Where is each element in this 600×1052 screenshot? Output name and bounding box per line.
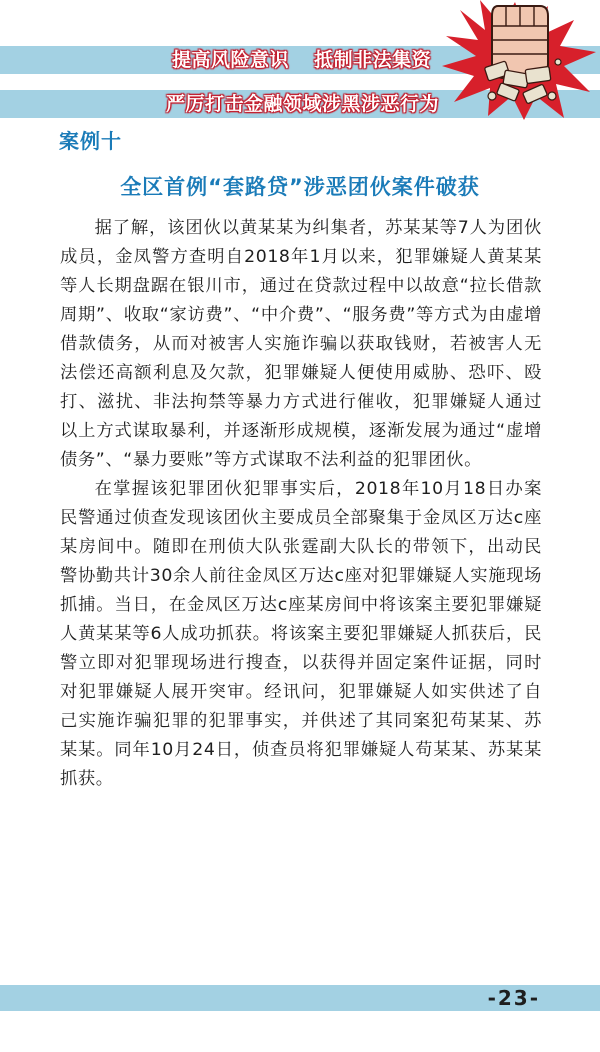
slogan-line-1: 提高风险意识 抵制非法集资: [172, 49, 432, 71]
article-body: [60, 214, 542, 794]
paragraph-2: 在掌握该犯罪团伙犯罪事实后，2018年10月18日办案民警通过侦查发现该团伙主要成员全部聚集于金凤区万达c座某房间中。随即在刑侦大队张霆副大队长的带领下，出动民警协勤共计30余人前往金凤区万达c座对犯罪嫌疑人实施现场抓捕。当日，在金凤区万达c座某房间中将该案主要犯罪嫌疑人黄某某等6人成功抓获。将该案主要犯罪嫌疑人抓获后，民警立即对犯罪现场进行搜查，以获得并固定案件证据，同时对犯罪嫌疑人展开突审。经讯问，犯罪嫌疑人如实供述了自己实施诈骗犯罪的犯罪事实，并供述了其同案犯苟某某、苏某某。同年10月24日，侦查员将犯罪嫌疑人苟某某、苏某某抓获。: [60, 479, 542, 789]
case-title: 全区首例“套路贷”涉恶团伙案件破获: [120, 175, 480, 199]
case-number: 案例十: [59, 129, 122, 153]
paragraph-1: 据了解，该团伙以黄某某为纠集者，苏某某等7人为团伙成员，金凤警方查明自2018年1月以来，犯罪嫌疑人黄某某等人长期盘踞在银川市，通过在贷款过程中以故意“拉长借款周期”、收取“家访费”、“中介费”、“服务费”等方式为由虚增借款债务，从而对被害人实施诈骗以获取钱财，若被害人无法偿还高额利息及欠款，犯罪嫌疑人便使用威胁、恐吓、殴打、滋扰、非法拘禁等暴力方式进行催收，犯罪嫌疑人通过以上方式谋取暴利，并逐渐形成规模，逐渐发展为通过“虚增债务”、“暴力要账”等方式谋取不法利益的犯罪团伙。: [60, 218, 542, 470]
page-number: -23-: [487, 986, 540, 1010]
slogan-line-2: 严厉打击金融领域涉黑涉恶行为: [166, 93, 440, 115]
fist-crushing-money-icon: [440, 0, 600, 120]
